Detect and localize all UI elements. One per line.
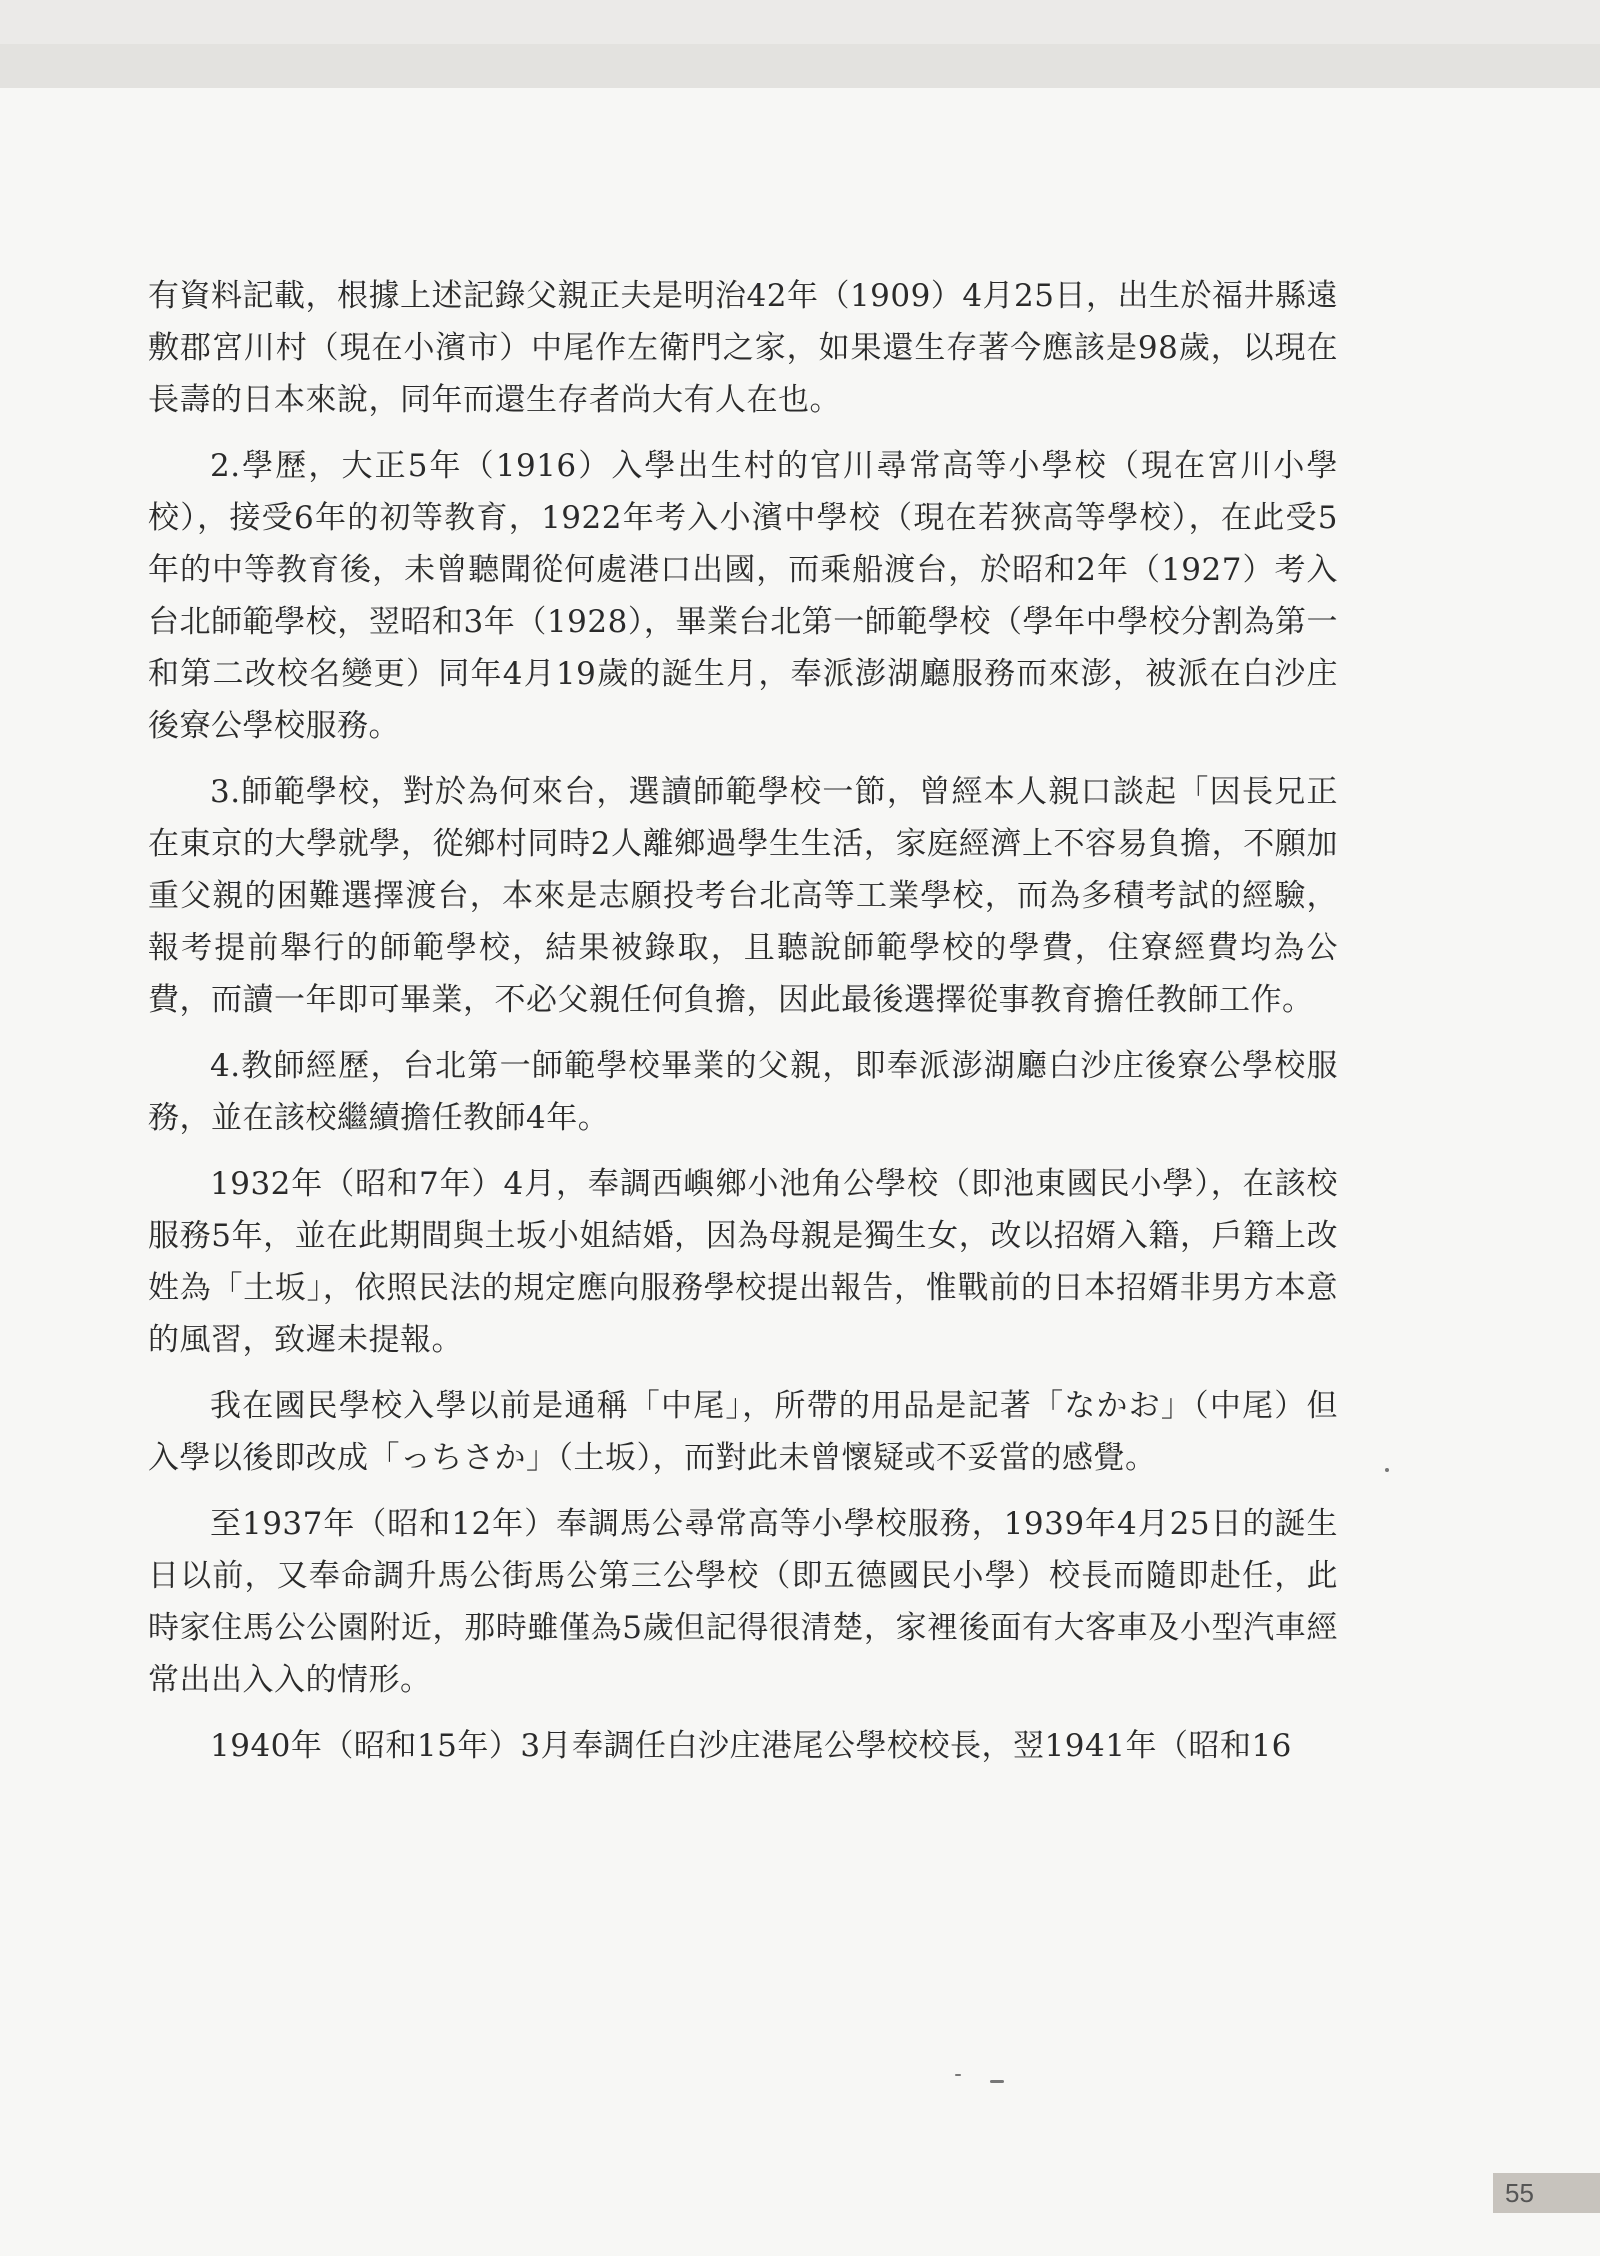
paragraph-1937-transfer: 至1937年（昭和12年）奉調馬公尋常高等小學校服務，1939年4月25日的誕生日以前，又奉命調升馬公街馬公第三公學校（即五德國民小學）校長而隨即赴任，此時家住馬公公園附近，那時雖僅為5歲但記得很清楚，家裡後面有大客車及小型汽車經常出出入入的情形。 <box>148 1506 1338 1698</box>
scan-top-edge <box>0 44 1600 88</box>
body-text <box>148 270 1338 1786</box>
document-page <box>0 44 1600 2256</box>
paragraph-name-change: 我在國民學校入學以前是通稱「中尾」，所帶的用品是記著「なかお」（中尾）但入學以後即改成「っちさか」（土坂），而對此未曾懷疑或不妥當的感覺。 <box>148 1388 1338 1476</box>
paragraph-teaching-career: 4.教師經歷，台北第一師範學校畢業的父親，即奉派澎湖廳白沙庄後寮公學校服務，並在該校繼續擔任教師4年。 <box>148 1048 1338 1136</box>
paragraph-normal-school: 3.師範學校，對於為何來台，選讀師範學校一節，曾經本人親口談起「因長兄正在東京的大學就學，從鄉村同時2人離鄉過學生生活，家庭經濟上不容易負擔，不願加重父親的困難選擇渡台，本來是志願投考台北高等工業學校，而為多積考試的經驗，報考提前舉行的師範學校，結果被錄取，且聽說師範學校的學費，住寮經費均為公費，而讀一年即可畢業，不必父親任何負擔，因此最後選擇從事教育擔任教師工作。 <box>148 774 1338 1018</box>
scan-speck <box>1385 1468 1389 1472</box>
paragraph-1940-transfer: 1940年（昭和15年）3月奉調任白沙庄港尾公學校校長，翌1941年（昭和16 <box>210 1728 1292 1764</box>
paragraph-birth-record: 有資料記載，根據上述記錄父親正夫是明治42年（1909）4月25日，出生於福井縣遠敷郡宮川村（現在小濱市）中尾作左衛門之家，如果還生存著今應該是98歲，以現在長壽的日本來說，同年而還生存者尚大有人在也。 <box>148 278 1339 418</box>
paragraph-education: 2.學歷，大正5年（1916）入學出生村的官川尋常高等小學校（現在宮川小學校），接受6年的初等教育，1922年考入小濱中學校（現在若狹高等學校），在此受5年的中等教育後，未曾聽聞從何處港口出國，而乘船渡台，於昭和2年（1927）考入台北師範學校，翌昭和3年（1928），畢業台北第一師範學校（學年中學校分割為第一和第二改校名變更）同年4月19歲的誕生月，奉派澎湖廳服務而來澎，被派在白沙庄後寮公學校服務。 <box>148 448 1338 744</box>
scan-speck <box>955 2074 961 2076</box>
paragraph-1932-transfer: 1932年（昭和7年）4月，奉調西嶼鄉小池角公學校（即池東國民小學），在該校服務5年，並在此期間與土坂小姐結婚，因為母親是獨生女，改以招婿入籍，戶籍上改姓為「土坂」，依照民法的規定應向服務學校提出報告，惟戰前的日本招婿非男方本意的風習，致遲未提報。 <box>148 1166 1338 1358</box>
scan-speck <box>990 2080 1004 2083</box>
page-number: 55 <box>1493 2173 1600 2213</box>
